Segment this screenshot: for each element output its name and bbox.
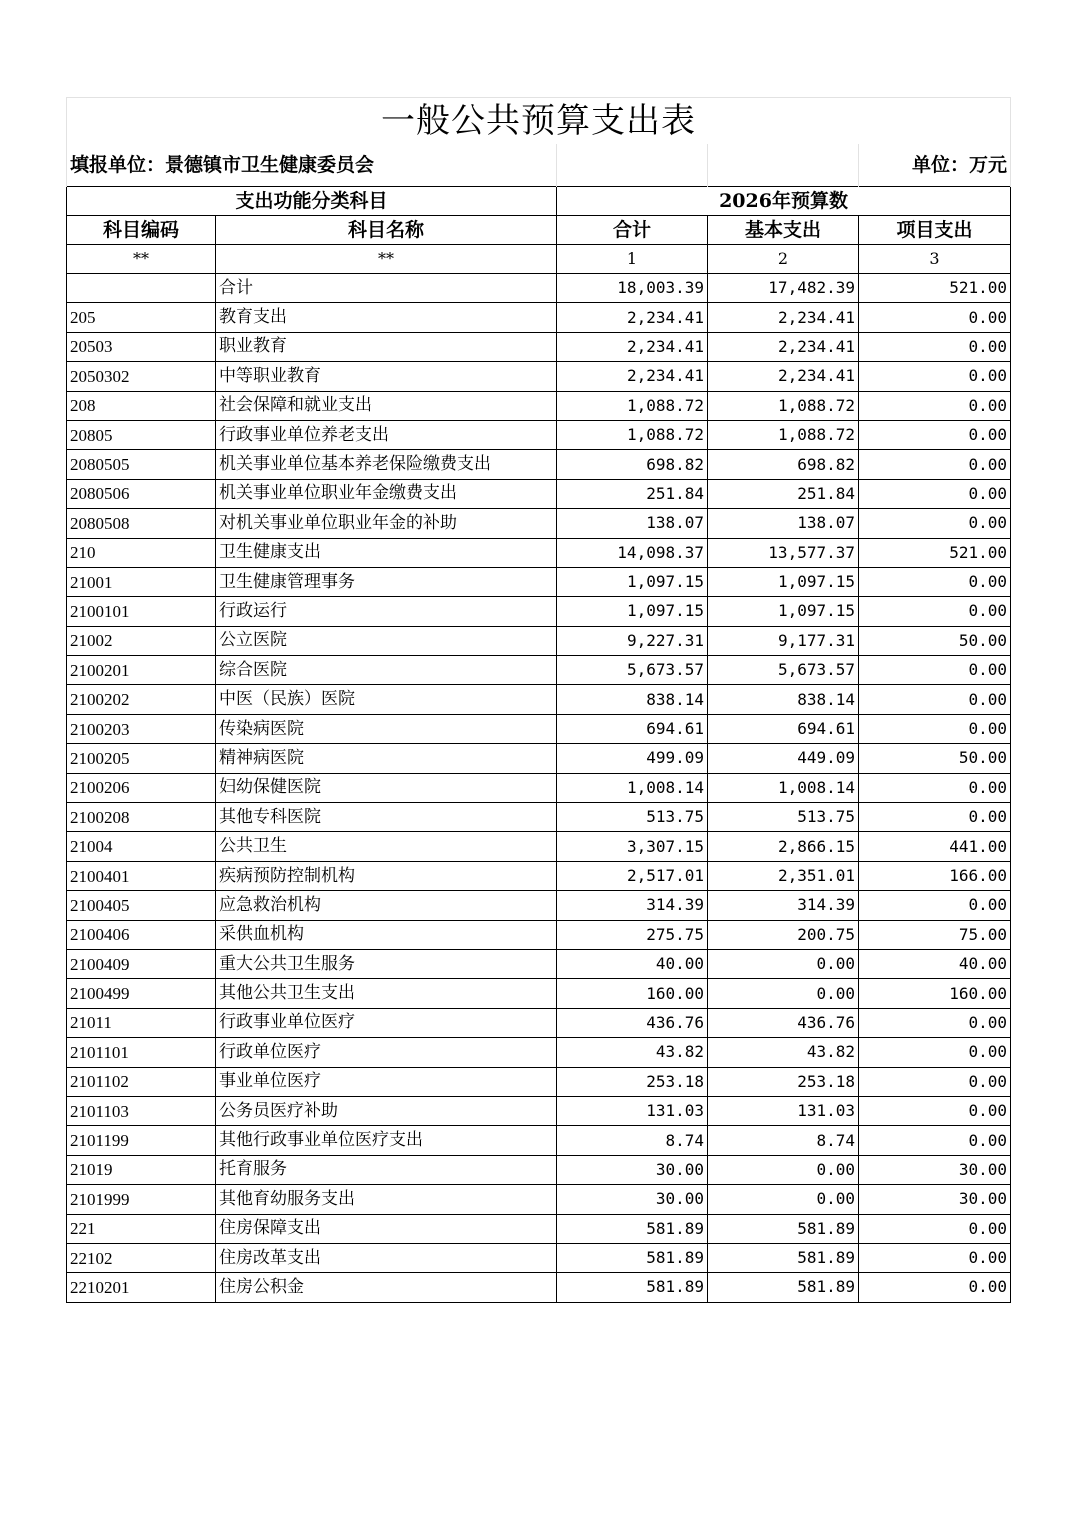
- cell-code: 20805: [67, 420, 216, 449]
- cell-code: 2101102: [67, 1067, 216, 1096]
- cell-total: 160.00: [557, 979, 708, 1008]
- table-row: [67, 979, 1011, 1008]
- cell-basic: 0.00: [708, 1185, 859, 1214]
- cell-project: 0.00: [859, 509, 1011, 538]
- cell-name: 行政运行: [216, 597, 557, 626]
- cell-total: 581.89: [557, 1243, 708, 1272]
- cell-total: 30.00: [557, 1185, 708, 1214]
- cell-project: 166.00: [859, 861, 1011, 890]
- cell-total: 2,234.41: [557, 303, 708, 332]
- cell-code: 2210201: [67, 1273, 216, 1302]
- cell-basic: 1,097.15: [708, 567, 859, 596]
- cell-basic: 253.18: [708, 1067, 859, 1096]
- empty-cell: [708, 144, 859, 187]
- cell-basic: 251.84: [708, 479, 859, 508]
- table-row: [67, 920, 1011, 949]
- cell-project: 0.00: [859, 332, 1011, 361]
- index-row: [67, 245, 1011, 274]
- cell-code: 21019: [67, 1155, 216, 1184]
- cell-name: 精神病医院: [216, 744, 557, 773]
- cell-basic: 449.09: [708, 744, 859, 773]
- cell-name: 行政单位医疗: [216, 1038, 557, 1067]
- header-project: 项目支出: [859, 216, 1011, 245]
- cell-name: 妇幼保健医院: [216, 773, 557, 802]
- cell-name: 公务员医疗补助: [216, 1096, 557, 1125]
- cell-basic: 581.89: [708, 1273, 859, 1302]
- table-row: [67, 1126, 1011, 1155]
- table-row: [67, 509, 1011, 538]
- cell-total: 581.89: [557, 1214, 708, 1243]
- cell-project: 0.00: [859, 714, 1011, 743]
- cell-basic: 0.00: [708, 979, 859, 1008]
- cell-code: 2101103: [67, 1096, 216, 1125]
- table-row: [67, 685, 1011, 714]
- table-row: [67, 420, 1011, 449]
- table-row: [67, 861, 1011, 890]
- cell-project: 0.00: [859, 303, 1011, 332]
- group-header-row: [67, 187, 1011, 216]
- cell-project: 40.00: [859, 949, 1011, 978]
- cell-name: 综合医院: [216, 656, 557, 685]
- index-cell: **: [67, 245, 216, 274]
- cell-basic: 2,234.41: [708, 332, 859, 361]
- cell-basic: 581.89: [708, 1214, 859, 1243]
- cell-code: 21002: [67, 626, 216, 655]
- cell-code: 2100201: [67, 656, 216, 685]
- cell-code: 22102: [67, 1243, 216, 1272]
- index-cell: **: [216, 245, 557, 274]
- cell-basic: 1,088.72: [708, 391, 859, 420]
- cell-name: 行政事业单位养老支出: [216, 420, 557, 449]
- table-row: [67, 1008, 1011, 1037]
- cell-name: 其他育幼服务支出: [216, 1185, 557, 1214]
- cell-project: 75.00: [859, 920, 1011, 949]
- cell-project: 0.00: [859, 803, 1011, 832]
- table-row: [67, 597, 1011, 626]
- cell-project: 521.00: [859, 538, 1011, 567]
- cell-code: 2080508: [67, 509, 216, 538]
- cell-name: 卫生健康支出: [216, 538, 557, 567]
- index-cell: 2: [708, 245, 859, 274]
- cell-code: 2100206: [67, 773, 216, 802]
- header-function-category: 支出功能分类科目: [67, 187, 557, 216]
- cell-project: 0.00: [859, 1243, 1011, 1272]
- cell-project: 160.00: [859, 979, 1011, 1008]
- cell-name: 住房公积金: [216, 1273, 557, 1302]
- column-header-row: [67, 216, 1011, 245]
- cell-project: 0.00: [859, 479, 1011, 508]
- cell-total: 2,517.01: [557, 861, 708, 890]
- cell-code: 2101199: [67, 1126, 216, 1155]
- cell-code: 208: [67, 391, 216, 420]
- cell-project: 0.00: [859, 1273, 1011, 1302]
- cell-basic: 0.00: [708, 1155, 859, 1184]
- table-row: [67, 1038, 1011, 1067]
- cell-project: 0.00: [859, 656, 1011, 685]
- budget-table: [66, 97, 1011, 1303]
- cell-name: 对机关事业单位职业年金的补助: [216, 509, 557, 538]
- table-row: [67, 538, 1011, 567]
- cell-name: 卫生健康管理事务: [216, 567, 557, 596]
- cell-project: 0.00: [859, 597, 1011, 626]
- cell-code: 2101101: [67, 1038, 216, 1067]
- cell-name: 采供血机构: [216, 920, 557, 949]
- table-row: [67, 479, 1011, 508]
- cell-basic: 131.03: [708, 1096, 859, 1125]
- cell-total: 838.14: [557, 685, 708, 714]
- cell-total: 698.82: [557, 450, 708, 479]
- cell-name: 住房改革支出: [216, 1243, 557, 1272]
- cell-name: 教育支出: [216, 303, 557, 332]
- cell-total: 9,227.31: [557, 626, 708, 655]
- table-row: [67, 891, 1011, 920]
- cell-basic: 2,351.01: [708, 861, 859, 890]
- cell-code: 205: [67, 303, 216, 332]
- table-row: [67, 744, 1011, 773]
- cell-total: 1,097.15: [557, 567, 708, 596]
- table-row: [67, 949, 1011, 978]
- table-row: [67, 450, 1011, 479]
- cell-name: 合计: [216, 274, 557, 303]
- header-total: 合计: [557, 216, 708, 245]
- table-row: [67, 274, 1011, 303]
- title-row: [67, 98, 1011, 145]
- cell-basic: 8.74: [708, 1126, 859, 1155]
- cell-basic: 9,177.31: [708, 626, 859, 655]
- cell-project: 30.00: [859, 1155, 1011, 1184]
- cell-project: 30.00: [859, 1185, 1011, 1214]
- table-row: [67, 1273, 1011, 1302]
- cell-basic: 1,097.15: [708, 597, 859, 626]
- table-row: [67, 714, 1011, 743]
- cell-code: 20503: [67, 332, 216, 361]
- cell-basic: 1,008.14: [708, 773, 859, 802]
- table-row: [67, 1155, 1011, 1184]
- cell-code: 2100409: [67, 949, 216, 978]
- index-cell: 3: [859, 245, 1011, 274]
- cell-project: 0.00: [859, 1096, 1011, 1125]
- cell-code: 2050302: [67, 362, 216, 391]
- table-row: [67, 803, 1011, 832]
- cell-basic: 698.82: [708, 450, 859, 479]
- cell-total: 131.03: [557, 1096, 708, 1125]
- table-row: [67, 773, 1011, 802]
- cell-code: 2100405: [67, 891, 216, 920]
- table-row: [67, 1185, 1011, 1214]
- header-basic: 基本支出: [708, 216, 859, 245]
- cell-code: 221: [67, 1214, 216, 1243]
- cell-total: 1,088.72: [557, 420, 708, 449]
- cell-name: 疾病预防控制机构: [216, 861, 557, 890]
- cell-code: 21011: [67, 1008, 216, 1037]
- cell-code: 2100406: [67, 920, 216, 949]
- cell-total: 40.00: [557, 949, 708, 978]
- cell-code: 2100203: [67, 714, 216, 743]
- cell-code: 2100401: [67, 861, 216, 890]
- cell-code: 2100499: [67, 979, 216, 1008]
- cell-project: 521.00: [859, 274, 1011, 303]
- table-row: [67, 567, 1011, 596]
- cell-total: 253.18: [557, 1067, 708, 1096]
- cell-name: 其他专科医院: [216, 803, 557, 832]
- cell-name: 行政事业单位医疗: [216, 1008, 557, 1037]
- cell-project: 0.00: [859, 362, 1011, 391]
- cell-project: 50.00: [859, 626, 1011, 655]
- cell-code: 2100202: [67, 685, 216, 714]
- cell-name: 中等职业教育: [216, 362, 557, 391]
- cell-code: 21004: [67, 832, 216, 861]
- cell-total: 2,234.41: [557, 362, 708, 391]
- cell-total: 1,008.14: [557, 773, 708, 802]
- cell-total: 251.84: [557, 479, 708, 508]
- cell-name: 社会保障和就业支出: [216, 391, 557, 420]
- table-row: [67, 303, 1011, 332]
- cell-name: 公立医院: [216, 626, 557, 655]
- cell-code: 2080506: [67, 479, 216, 508]
- table-row: [67, 1096, 1011, 1125]
- cell-code: 2080505: [67, 450, 216, 479]
- cell-total: 18,003.39: [557, 274, 708, 303]
- cell-basic: 314.39: [708, 891, 859, 920]
- table-row: [67, 1243, 1011, 1272]
- cell-total: 43.82: [557, 1038, 708, 1067]
- cell-total: 30.00: [557, 1155, 708, 1184]
- cell-project: 0.00: [859, 450, 1011, 479]
- cell-code: 210: [67, 538, 216, 567]
- cell-name: 其他行政事业单位医疗支出: [216, 1126, 557, 1155]
- cell-project: 0.00: [859, 420, 1011, 449]
- cell-total: 2,234.41: [557, 332, 708, 361]
- budget-sheet: [66, 97, 1010, 1303]
- cell-code: 21001: [67, 567, 216, 596]
- cell-basic: 581.89: [708, 1243, 859, 1272]
- cell-name: 传染病医院: [216, 714, 557, 743]
- cell-total: 499.09: [557, 744, 708, 773]
- cell-project: 441.00: [859, 832, 1011, 861]
- cell-total: 14,098.37: [557, 538, 708, 567]
- cell-total: 138.07: [557, 509, 708, 538]
- cell-basic: 1,088.72: [708, 420, 859, 449]
- table-row: [67, 1067, 1011, 1096]
- cell-basic: 436.76: [708, 1008, 859, 1037]
- cell-basic: 0.00: [708, 949, 859, 978]
- cell-basic: 2,234.41: [708, 303, 859, 332]
- cell-total: 436.76: [557, 1008, 708, 1037]
- header-name: 科目名称: [216, 216, 557, 245]
- cell-total: 1,088.72: [557, 391, 708, 420]
- cell-project: 0.00: [859, 1008, 1011, 1037]
- cell-name: 中医（民族）医院: [216, 685, 557, 714]
- cell-project: 0.00: [859, 773, 1011, 802]
- cell-name: 机关事业单位基本养老保险缴费支出: [216, 450, 557, 479]
- cell-name: 住房保障支出: [216, 1214, 557, 1243]
- page-title: 一般公共预算支出表: [67, 98, 1011, 145]
- cell-basic: 2,866.15: [708, 832, 859, 861]
- cell-name: 事业单位医疗: [216, 1067, 557, 1096]
- table-row: [67, 332, 1011, 361]
- cell-basic: 2,234.41: [708, 362, 859, 391]
- cell-code: 2100208: [67, 803, 216, 832]
- cell-total: 3,307.15: [557, 832, 708, 861]
- cell-name: 托育服务: [216, 1155, 557, 1184]
- cell-total: 5,673.57: [557, 656, 708, 685]
- cell-total: 314.39: [557, 891, 708, 920]
- cell-basic: 138.07: [708, 509, 859, 538]
- cell-basic: 17,482.39: [708, 274, 859, 303]
- cell-basic: 43.82: [708, 1038, 859, 1067]
- cell-project: 0.00: [859, 1067, 1011, 1096]
- cell-name: 公共卫生: [216, 832, 557, 861]
- cell-project: 0.00: [859, 891, 1011, 920]
- cell-basic: 694.61: [708, 714, 859, 743]
- header-budget-year: 2026年预算数: [557, 187, 1011, 216]
- cell-total: 513.75: [557, 803, 708, 832]
- cell-total: 694.61: [557, 714, 708, 743]
- empty-cell: [557, 144, 708, 187]
- table-row: [67, 1214, 1011, 1243]
- cell-project: 0.00: [859, 1126, 1011, 1155]
- cell-project: 0.00: [859, 567, 1011, 596]
- cell-project: 0.00: [859, 391, 1011, 420]
- cell-name: 职业教育: [216, 332, 557, 361]
- cell-basic: 200.75: [708, 920, 859, 949]
- header-code: 科目编码: [67, 216, 216, 245]
- table-row: [67, 626, 1011, 655]
- table-row: [67, 832, 1011, 861]
- cell-basic: 838.14: [708, 685, 859, 714]
- cell-basic: 513.75: [708, 803, 859, 832]
- cell-total: 8.74: [557, 1126, 708, 1155]
- index-cell: 1: [557, 245, 708, 274]
- cell-project: 50.00: [859, 744, 1011, 773]
- cell-total: 581.89: [557, 1273, 708, 1302]
- cell-total: 1,097.15: [557, 597, 708, 626]
- cell-code: [67, 274, 216, 303]
- cell-basic: 13,577.37: [708, 538, 859, 567]
- cell-code: 2100205: [67, 744, 216, 773]
- table-row: [67, 362, 1011, 391]
- cell-name: 应急救治机构: [216, 891, 557, 920]
- cell-code: 2100101: [67, 597, 216, 626]
- cell-code: 2101999: [67, 1185, 216, 1214]
- cell-project: 0.00: [859, 1214, 1011, 1243]
- cell-project: 0.00: [859, 685, 1011, 714]
- cell-name: 机关事业单位职业年金缴费支出: [216, 479, 557, 508]
- cell-total: 275.75: [557, 920, 708, 949]
- cell-name: 重大公共卫生服务: [216, 949, 557, 978]
- cell-project: 0.00: [859, 1038, 1011, 1067]
- table-row: [67, 656, 1011, 685]
- currency-unit: 单位：万元: [859, 144, 1011, 187]
- table-row: [67, 391, 1011, 420]
- cell-basic: 5,673.57: [708, 656, 859, 685]
- cell-name: 其他公共卫生支出: [216, 979, 557, 1008]
- unit-row: [67, 144, 1011, 187]
- reporting-unit: 填报单位：景德镇市卫生健康委员会: [67, 144, 557, 187]
